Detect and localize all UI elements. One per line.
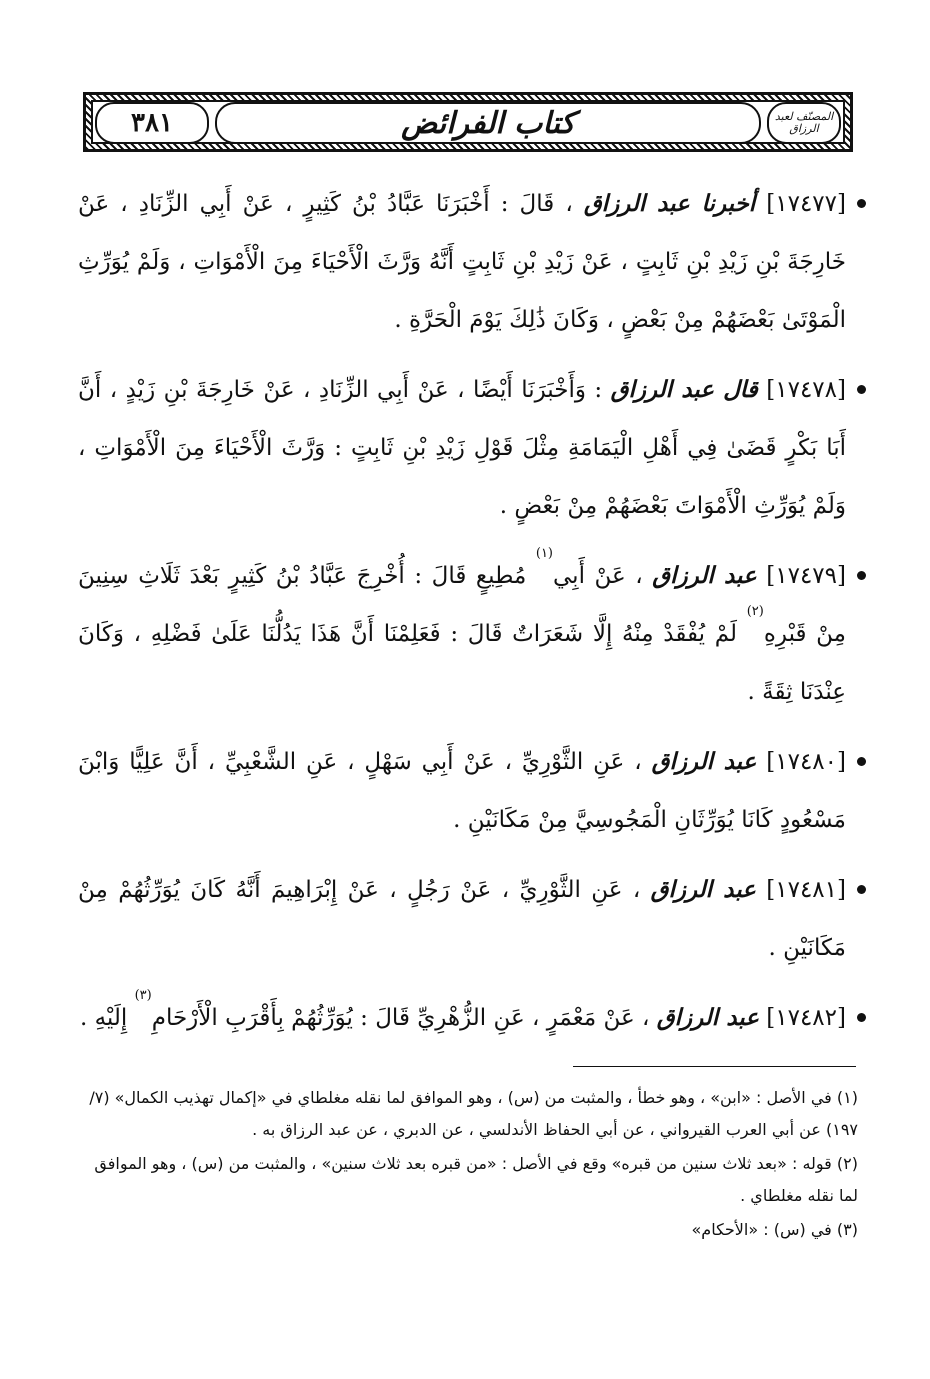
series-logo-cartouche bbox=[767, 102, 841, 144]
bullet-icon bbox=[857, 571, 866, 580]
footnote-3 bbox=[78, 1214, 858, 1246]
main-text bbox=[78, 175, 858, 1047]
hadith-number: [١٧٤٨١] bbox=[766, 877, 846, 903]
footnote-text: قوله : «بعد ثلاث سنين من قبره» وقع في الأصل : «من قبره بعد ثلاث سنين» ، والمثبت من (س) ، وهو الموافق لما نقله مغلطاي . bbox=[94, 1154, 858, 1205]
hadith-17481 bbox=[78, 861, 858, 977]
series-logo: المصنّف لعبد الرزاق bbox=[774, 110, 834, 135]
bullet-icon bbox=[857, 199, 866, 208]
hadith-text: ، قَالَ : أَخْبَرَنَا عَبَّادُ بْنُ كَثِيرٍ ، عَنْ أَبِي الزِّنَادِ ، عَنْ خَارِجَةَ بْنِ زَيْدِ بْنِ ثَابِتٍ ، عَنْ زَيْدِ بْنِ ثَابِتٍ أَنَّهُ وَرَّثَ الْأَحْيَاءَ مِنَ الْأَمْوَاتِ ، وَلَمْ يُوَرِّثِ الْمَوْتَىٰ بَعْضَهُمْ مِنْ بَعْضٍ ، وَكَانَ ذَٰلِكَ يَوْمَ الْحَرَّةِ . bbox=[78, 191, 846, 333]
hadith-17477 bbox=[78, 175, 858, 349]
bullet-icon bbox=[857, 385, 866, 394]
hadith-17482 bbox=[78, 989, 858, 1047]
hadith-text: ، عَنْ أَبِي bbox=[553, 563, 643, 589]
page-number-cartouche bbox=[95, 102, 209, 144]
book-title: كتاب الفرائض bbox=[401, 105, 575, 141]
hadith-text: ، عَنِ الثَّوْرِيِّ ، عَنْ أَبِي سَهْلٍ ، عَنِ الشَّعْبِيِّ ، أَنَّ عَلِيًّا وَابْنَ مَسْعُودٍ كَانَا يُوَرِّثَانِ الْمَجُوسِيَّ مِنْ مَكَانَيْنِ . bbox=[78, 749, 846, 833]
hadith-number: [١٧٤٧٧] bbox=[766, 191, 847, 217]
narrator: عبد الرزاق bbox=[652, 562, 757, 589]
narrator: عبد الرزاق bbox=[650, 876, 756, 903]
narrator: قال عبد الرزاق bbox=[610, 376, 758, 403]
hadith-text: مُطِيعٍ قَالَ : أُخْرِجَ عَبَّادُ بْنُ كَثِيرٍ بَعْدَ ثَلَاثِ سِنِينَ مِنْ قَبْرِهِ bbox=[78, 563, 846, 647]
footnotes bbox=[78, 1082, 858, 1248]
bullet-icon bbox=[857, 885, 866, 894]
narrator: أخبرنا عبد الرزاق bbox=[583, 190, 756, 217]
hadith-17479 bbox=[78, 547, 858, 721]
hadith-17480 bbox=[78, 733, 858, 849]
footnote-ref[interactable]: (٣) bbox=[134, 988, 152, 1003]
page-number: ٣٨١ bbox=[131, 108, 173, 138]
footnote-text: في الأصل : «ابن» ، وهو خطأ ، والمثبت من (س) ، وهو الموافق لما نقله مغلطاي في «إكمال تهذيب الكمال» (٧/ ١٩٧) عن أبي العرب القيرواني ، عن أبي الحفاظ الأندلسي ، عن الدبري ، عن عبد الرزاق به . bbox=[89, 1088, 858, 1139]
hadith-text: إِلَيْهِ . bbox=[79, 1005, 128, 1031]
footnote-1 bbox=[78, 1082, 858, 1146]
footnote-ref[interactable]: (٢) bbox=[746, 604, 764, 619]
narrator: عبد الرزاق bbox=[651, 748, 757, 775]
footnote-ref[interactable]: (١) bbox=[535, 546, 553, 561]
page-header bbox=[83, 92, 853, 152]
hadith-number: [١٧٤٨٢] bbox=[766, 1005, 846, 1031]
footnote-separator bbox=[573, 1066, 856, 1067]
footnote-label: (٣) bbox=[836, 1220, 858, 1239]
footnote-label: (١) bbox=[836, 1088, 858, 1107]
hadith-text: لَمْ يُفْقَدْ مِنْهُ إِلَّا شَعَرَاتٌ قَالَ : فَعَلِمْنَا أَنَّ هَذَا يَدُلُّنَا عَلَىٰ فَضْلِهِ ، وَكَانَ عِنْدَنَا ثِقَةً . bbox=[78, 621, 846, 705]
hadith-text: ، عَنْ مَعْمَرٍ ، عَنِ الزُّهْرِيِّ قَالَ : يُوَرِّثُهُمْ بِأَقْرَبِ الْأَرْحَامِ bbox=[151, 1005, 650, 1031]
footnote-2 bbox=[78, 1148, 858, 1212]
title-cartouche bbox=[215, 102, 761, 144]
narrator: عبد الرزاق bbox=[656, 1004, 759, 1031]
bullet-icon bbox=[857, 1013, 866, 1022]
hadith-text: : وَأَخْبَرَنَا أَيْضًا ، عَنْ أَبِي الزِّنَادِ ، عَنْ خَارِجَةَ بْنِ زَيْدٍ ، أَنَّ أَبَا بَكْرٍ قَضَىٰ فِي أَهْلِ الْيَمَامَةِ مِثْلَ قَوْلِ زَيْدِ بْنِ ثَابِتٍ : وَرَّثَ الْأَحْيَاءَ مِنَ الْأَمْوَاتِ ، وَلَمْ يُوَرِّثِ الْأَمْوَاتَ بَعْضَهُمْ مِنْ بَعْضٍ . bbox=[78, 377, 846, 519]
hadith-number: [١٧٤٧٩] bbox=[766, 563, 847, 589]
hadith-number: [١٧٤٨٠] bbox=[766, 749, 847, 775]
hadith-text: ، عَنِ الثَّوْرِيِّ ، عَنْ رَجُلٍ ، عَنْ إِبْرَاهِيمَ أَنَّهُ كَانَ يُوَرِّثُهُمْ مِنْ مَكَانَيْنِ . bbox=[78, 877, 846, 961]
hadith-number: [١٧٤٧٨] bbox=[766, 377, 846, 403]
footnote-text: في (س) : «الأحكام» bbox=[691, 1220, 832, 1239]
hadith-17478 bbox=[78, 361, 858, 535]
footnote-label: (٢) bbox=[836, 1154, 858, 1173]
bullet-icon bbox=[857, 757, 866, 766]
